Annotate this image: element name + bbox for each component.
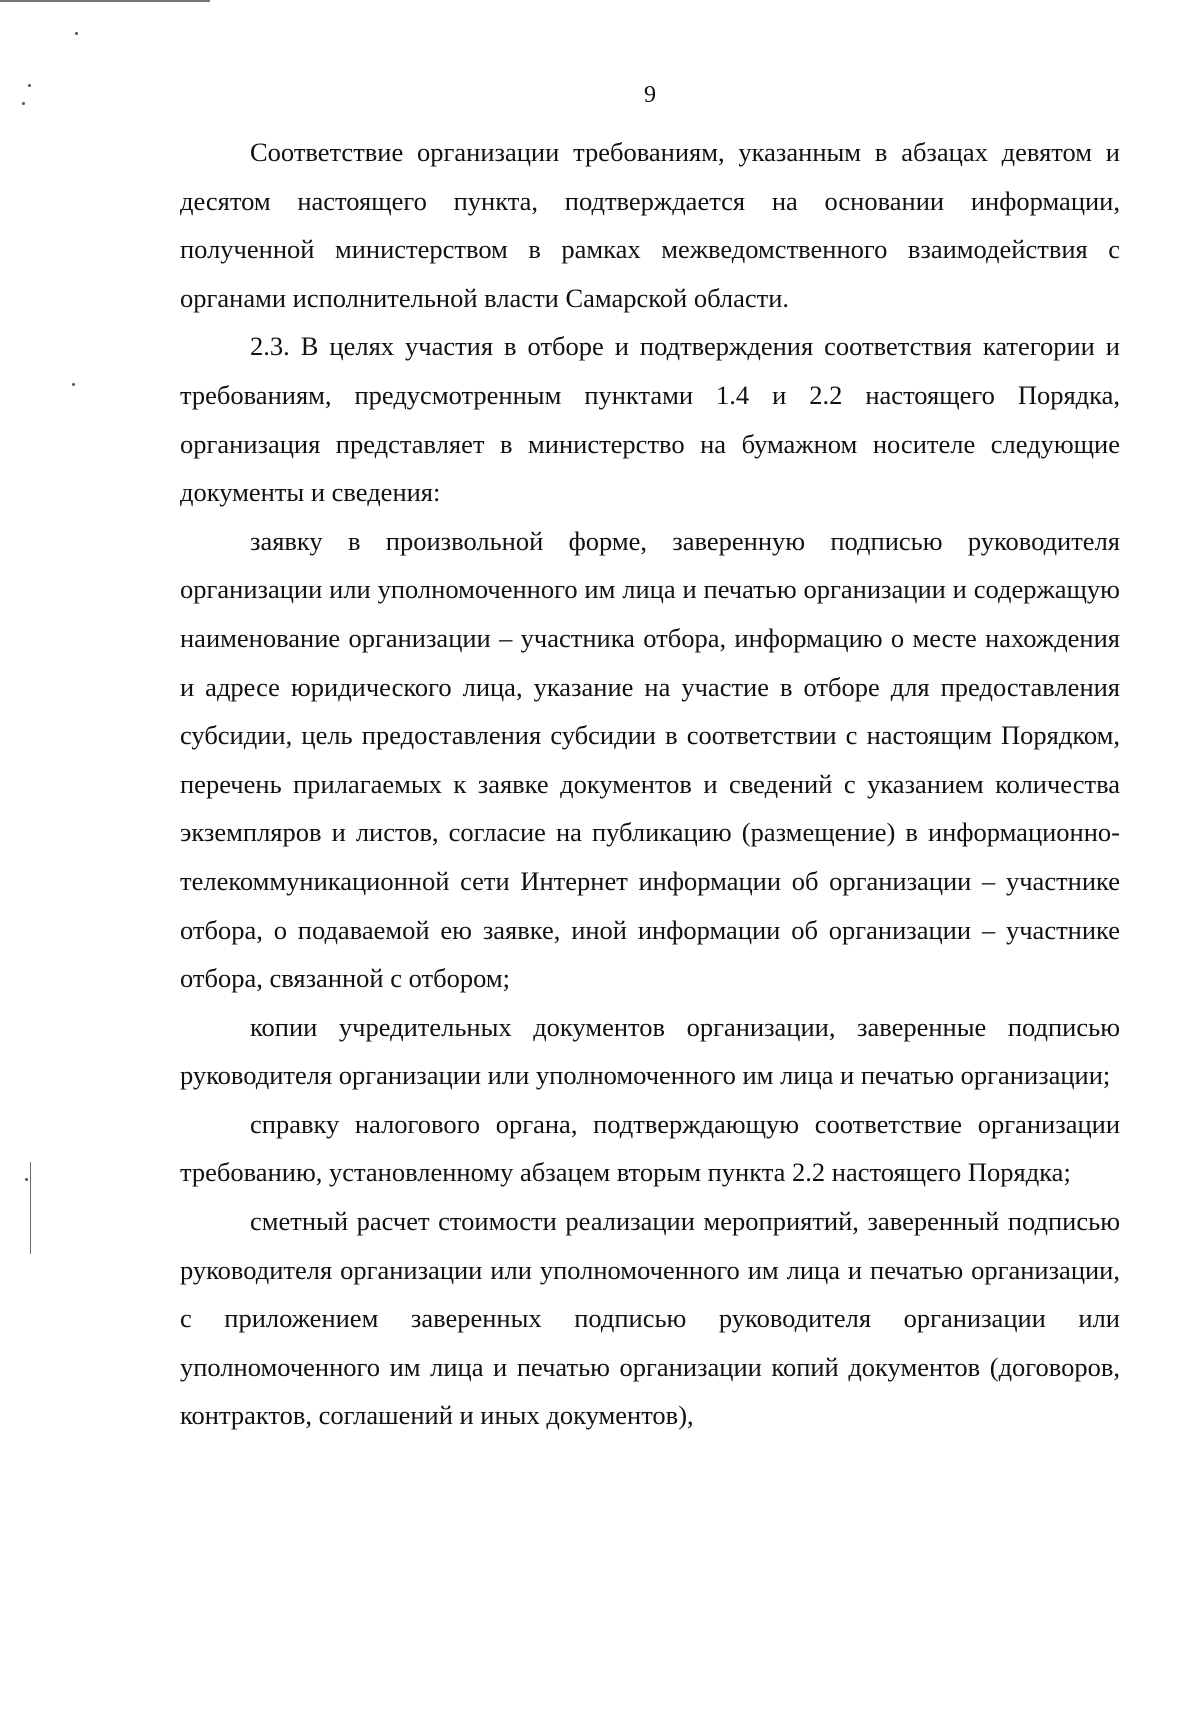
paragraph-section-2-3: 2.3. В целях участия в отборе и подтверждения соответствия категории и требованиям, предусмотренным пунктами 1.4 и 2.2 настоящего Порядка, организация представляет в министерство на бумажном носителе следующие документы и сведения: [180,331,1120,508]
scan-speck [72,383,75,386]
document-body [180,128,1120,1440]
scan-speck [75,32,78,35]
paragraph-tax-certificate: справку налогового органа, подтверждающую соответствие организации требованию, установленному абзацем вторым пункта 2.2 настоящего Порядка; [180,1108,1120,1188]
paragraph-cost-estimate: сметный расчет стоимости реализации мероприятий, заверенный подписью руководителя организации или уполномоченного им лица и печатью организации, с приложением заверенных подписью руководителя организации или уполномоченного им лица и печатью организации копий документов (договоров, контрактов, соглашений и иных документов), [180,1206,1120,1431]
paragraph-founding-documents: копии учредительных документов организации, заверенные подписью руководителя организации или уполномоченного им лица и печатью организации; [180,1011,1120,1091]
page-number: 9 [644,82,656,108]
scan-edge-line [0,0,210,2]
paragraph-compliance-confirmation: Соответствие организации требованиям, указанным в абзацах девятом и десятом настоящего пункта, подтверждается на основании информации, полученной министерством в рамках межведомственного взаимодействия с органами исполнительной власти Самарской области. [180,137,1120,313]
scan-margin-mark [30,1162,31,1254]
paragraph-application: заявку в произвольной форме, заверенную подписью руководителя организации или уполномоченного им лица и печатью организации и содержащую наименование организации – участника отбора, информацию о месте нахождения и адресе юридического лица, указание на участие в отборе для предоставления субсидии, цель предоставления субсидии в соответствии с настоящим Порядком, перечень прилагаемых к заявке документов и сведений с указанием количества экземпляров и листов, согласие на публикацию (размещение) в информационно-телекоммуникационной сети Интернет информации об организации – участнике отбора, о подаваемой ею заявке, иной информации об организации – участнике отбора, связанной с отбором; [180,525,1120,994]
scan-speck [25,1178,28,1181]
